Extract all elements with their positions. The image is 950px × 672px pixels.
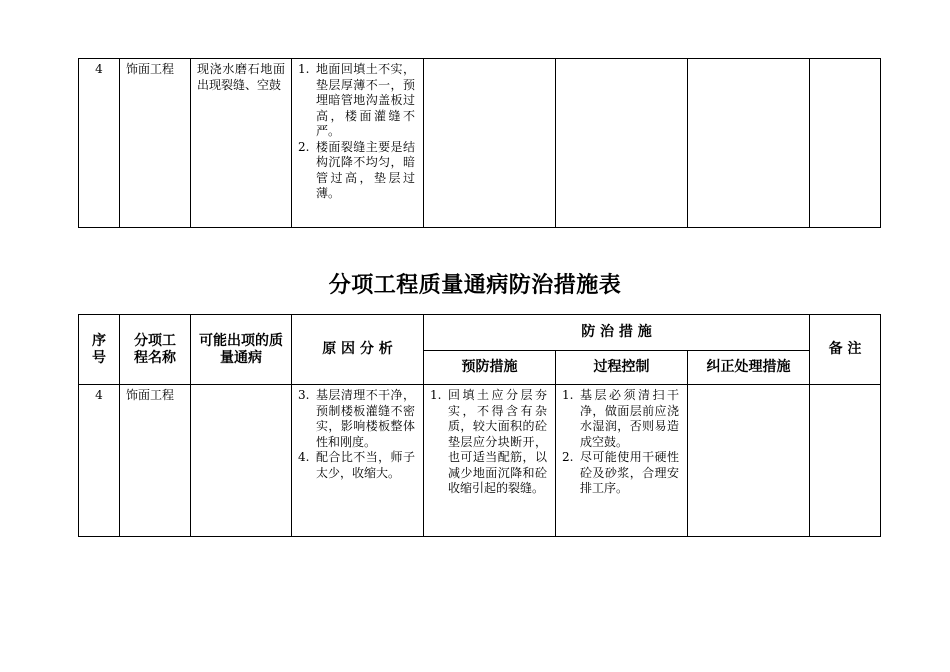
list-item: 2. 楼面裂缝主要是结构沉降不均匀，暗管过高，垫层过薄。 [298, 139, 415, 200]
header-prevent: 预防措施 [424, 351, 556, 385]
table-row [79, 385, 881, 537]
prevent-cell [424, 385, 556, 537]
item-cell: 饰面工程 [120, 59, 191, 228]
seq-cell: 4 [79, 385, 120, 537]
header-row [79, 315, 881, 351]
header-correct: 纠正处理措施 [688, 351, 810, 385]
header-seq: 序号 [79, 315, 120, 385]
cause-cell [292, 59, 424, 228]
correct-cell [688, 385, 810, 537]
list-item: 1. 回填土应分层夯实，不得含有杂质，较大面积的砼垫层应分块断开，也可适当配筋，以减少地面沉降和砼收缩引起的裂缝。 [430, 388, 547, 495]
process-cell [556, 385, 688, 537]
list-item: 3. 基层清理不干净，预制楼板灌缝不密实，影响楼板整体性和刚度。 [298, 388, 415, 449]
correct-cell [688, 59, 810, 228]
header-process: 过程控制 [556, 351, 688, 385]
process-cell [556, 59, 688, 228]
list-item: 2. 尽可能使用干硬性砼及砂浆，合理安排工序。 [562, 450, 679, 495]
header-remark: 备 注 [810, 315, 881, 385]
page-title: 分项工程质量通病防治措施表 [328, 273, 622, 298]
measures-table [78, 314, 881, 537]
remark-cell [810, 59, 881, 228]
problem-cell: 现浇水磨石地面出现裂缝、空鼓 [191, 59, 292, 228]
cause-list [298, 388, 415, 481]
problem-cell [191, 385, 292, 537]
seq-cell: 4 [79, 59, 120, 228]
header-problem: 可能出项的质量通病 [191, 315, 292, 385]
cause-cell [292, 385, 424, 537]
cause-list [298, 62, 415, 202]
header-item: 分项工程名称 [120, 315, 191, 385]
table-row [79, 59, 881, 228]
header-cause: 原 因 分 析 [292, 315, 424, 385]
remark-cell [810, 385, 881, 537]
list-item: 4. 配合比不当，师子太少，收缩大。 [298, 450, 415, 480]
process-list [562, 388, 679, 497]
header-measures: 防 治 措 施 [424, 315, 810, 351]
prevent-cell [424, 59, 556, 228]
prevent-list [430, 388, 547, 497]
list-item: 1. 基层必须清扫干净，做面层前应浇水湿润，否则易造成空鼓。 [562, 388, 679, 449]
list-item: 1. 地面回填土不实，垫层厚薄不一，预埋暗管地沟盖板过高，楼面灌缝不严。 [298, 62, 415, 138]
item-cell: 饰面工程 [120, 385, 191, 537]
top-table [78, 58, 881, 228]
